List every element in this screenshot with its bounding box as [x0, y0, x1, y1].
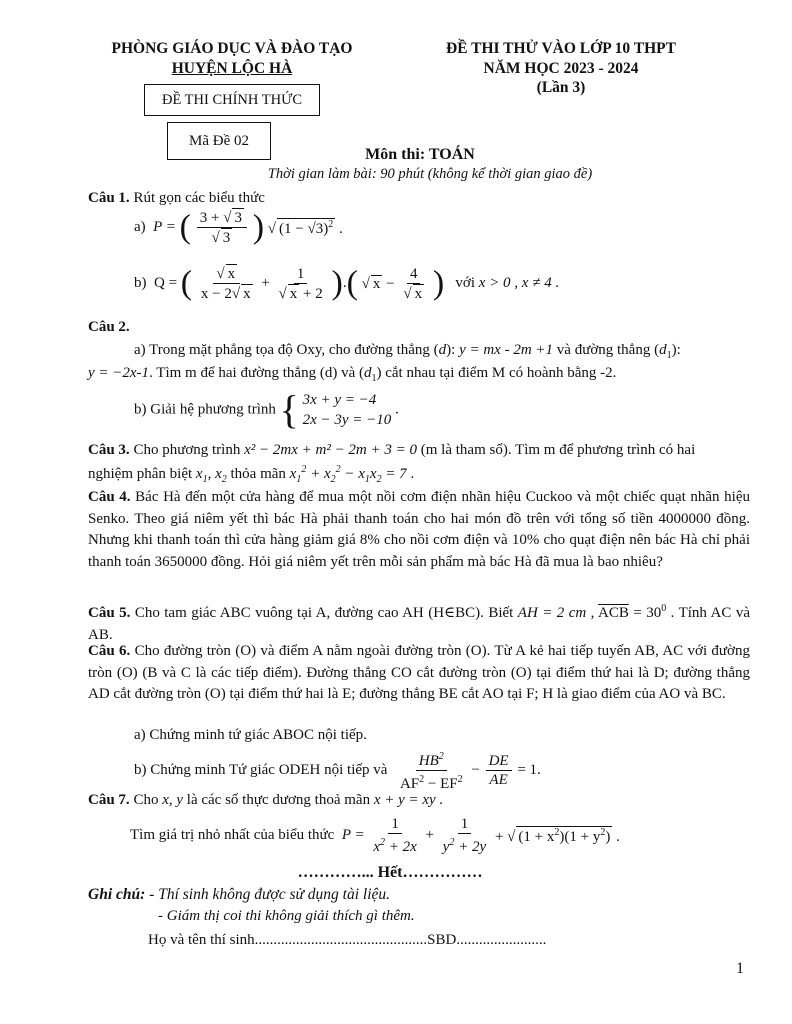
- exam-title: ĐỀ THI THỬ VÀO LỚP 10 THPT: [446, 40, 676, 57]
- candidate-info: Họ và tên thí sinh..............................................SBD........................: [148, 932, 547, 948]
- exam-duration: Thời gian làm bài: 90 phút (không kể thời gian giao đề): [267, 166, 593, 182]
- question-7-label: Câu 7.: [88, 792, 130, 808]
- question-1a: a) P = ( $\frac{3 + √ 3}{√ 3}$ ) √ $(1 - √3)^2$ .: [134, 208, 343, 246]
- question-7-line1: Câu 7. Cho x, y là các số thực dương thoả mãn x + y = xy .: [88, 792, 444, 808]
- end-marker: …………... Hết……………: [297, 864, 483, 881]
- question-1-label: Câu 1.: [88, 190, 130, 206]
- question-1b: b) Q = ( $\frac{√ x}{x - 2√ x}$ + $\frac{1}{√ x + 2}$ ).( √ x − $\frac{4}{√ x}$ ) với x > 0 , x ≠ 4 .: [134, 264, 560, 302]
- question-6a: a) Chứng minh tứ giác ABOC nội tiếp.: [134, 727, 367, 743]
- system-equation-1: 3x + y = −4: [302, 392, 377, 408]
- question-7-line2: Tìm giá trị nhỏ nhất của biểu thức P = $\frac{1}{x^2 + 2x}$ + $\frac{1}{y^2 + 2y}$ + √ $(1 + x^2)(1 + y^2)$ .: [130, 816, 620, 855]
- question-6b: b) Chứng minh Tứ giác ODEH nội tiếp và $\frac{HB^2}{AF^2 - EF^2}$ − $\frac{DE}{AE}$ = 1.: [134, 748, 541, 793]
- question-1b-condition-label: với: [455, 275, 476, 291]
- fraction-3-plus-sqrt3-over-sqrt3: $\frac{3 + √ 3}{√ 3}$: [197, 208, 247, 247]
- department-name: PHÒNG GIÁO DỤC VÀ ĐÀO TẠO: [111, 40, 353, 57]
- question-5-label: Câu 5.: [88, 605, 131, 621]
- question-1b-condition: x > 0 , x ≠ 4 .: [478, 275, 560, 291]
- attempt-number: (Lần 3): [536, 79, 586, 96]
- question-6-label: Câu 6.: [88, 643, 131, 659]
- question-6: [88, 641, 750, 706]
- question-4-label: Câu 4.: [88, 489, 131, 505]
- question-3-label: Câu 3.: [88, 442, 130, 458]
- question-5: Câu 5. Cho tam giác ABC vuông tại A, đường cao AH (H∈BC). Biết AH = 2 cm , $\overline{ACB} = 30^0$ . Tính AC và AB.: [88, 603, 750, 643]
- system-equation-2: 2x − 3y = −10: [302, 412, 392, 428]
- question-1-text: Rút gọn các biểu thức: [129, 190, 265, 206]
- school-year: NĂM HỌC 2023 - 2024: [483, 60, 639, 77]
- page-number: 1: [736, 960, 744, 977]
- question-3-line2: nghiệm phân biệt $x_1$, $x_2$ thỏa mãn $x_1^2 + x_2^2 - x_1x_2 = 7$ .: [88, 464, 415, 485]
- question-4: [88, 487, 750, 573]
- question-2a-line1: a) Trong mặt phẳng tọa độ Oxy, cho đường thẳng (d): y = mx - 2m +1 và đường thẳng $(d_1)$:: [134, 342, 681, 361]
- question-2a-line2: y = −2x-1. Tìm m để hai đường thẳng (d) và $(d_1)$ cắt nhau tại điểm M có hoành bằng -2.: [88, 365, 617, 384]
- district-name: HUYỆN LỘC HÀ: [171, 60, 293, 77]
- question-2b: b) Giải hệ phương trình { 3x + y = −4 2x − 3y = −10 .: [134, 387, 399, 432]
- question-4-text: Bác Hà đến một cửa hàng để mua một nồi cơm điện nhãn hiệu Cuckoo và một chiếc quạt nhãn hiệu Senko. Theo giá niêm yết thì bác Hà phải thanh toán cho hai món đồ trên với tổng số tiền 4000000 đồng. Nhưng khi thanh toán thì cửa hàng giảm giá 8% cho nồi cơm điện và 10% cho quạt điện nên bác Hà chỉ phải thanh toán 3650000 đồng. Hỏi giá niêm yết trên mỗi sản phẩm mà bác Hà đã mua là bao nhiêu?: [88, 489, 750, 570]
- question-6-text: Cho đường tròn (O) và điểm A nằm ngoài đường tròn (O). Từ A kẻ hai tiếp tuyến AB, AC với đường tròn (O) (B và C là các tiếp điểm). Đường thẳng CO cắt đường tròn (O) tại điểm thứ hai là D; đường thẳng AD cắt đường tròn (O) tại điểm thứ hai là E; đường thẳng BE cắt AO tại F; H là giao điểm của AO và BC.: [88, 643, 750, 702]
- exam-code-box: Mã Đề 02: [167, 122, 271, 160]
- note-label: Ghi chú:: [88, 886, 146, 903]
- note-line-2: - Giám thị coi thi không giải thích gì thêm.: [158, 908, 415, 924]
- question-3-equation: x² − 2mx + m² − 2m + 3 = 0: [244, 442, 418, 458]
- question-3-line1: Câu 3. Cho phương trình x² − 2mx + m² − 2m + 3 = 0 (m là tham số). Tìm m để phương trình có hai: [88, 442, 696, 458]
- note-line-1: Ghi chú: - Thí sinh không được sử dụng tài liệu.: [88, 886, 391, 903]
- question-2-label: Câu 2.: [88, 319, 130, 335]
- question-1: [88, 190, 265, 207]
- angle-acb: $\overline{ACB}$: [598, 605, 629, 621]
- subject-title: Môn thi: TOÁN: [365, 146, 475, 163]
- question-1b-label: b): [134, 275, 147, 291]
- question-1a-label: a): [134, 219, 146, 235]
- official-exam-box: ĐỀ THI CHÍNH THỨC: [144, 84, 320, 116]
